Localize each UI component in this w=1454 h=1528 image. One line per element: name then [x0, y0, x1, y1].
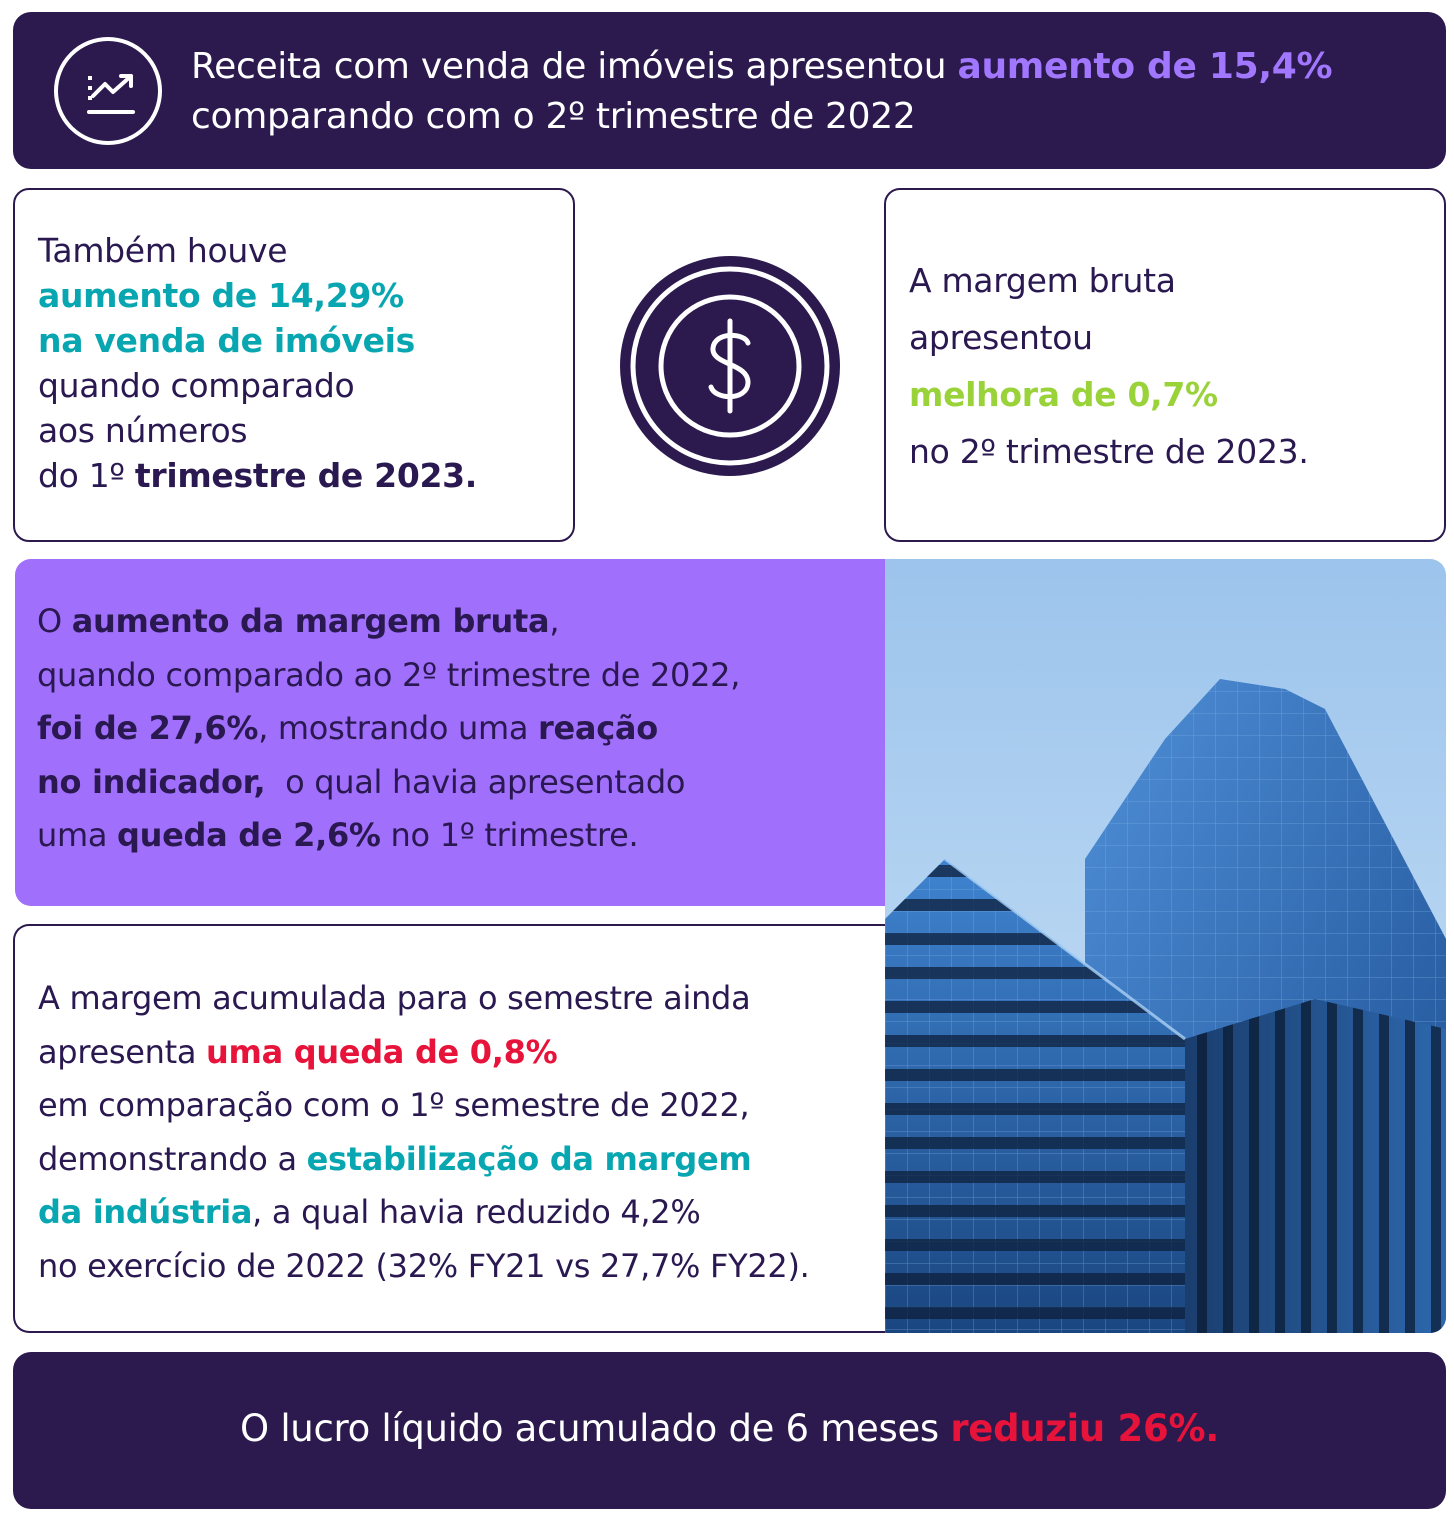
gross-margin-text: [909, 252, 1309, 480]
net-income-text: [13, 1404, 1446, 1454]
card-left-highlight2: na venda de imóveis: [38, 321, 416, 360]
top-banner-line1: Receita com venda de imóveis apresentou: [191, 46, 958, 87]
purple-l3-bold2: reação: [538, 709, 658, 747]
card-right-line1: A margem bruta: [909, 261, 1176, 300]
purple-l3-mid: , mostrando uma: [258, 709, 539, 747]
purple-l1-c: ,: [549, 602, 560, 640]
card-right-line4: no 2º trimestre de 2023.: [909, 432, 1309, 471]
top-banner-line2: comparando com o 2º trimestre de 2022: [191, 96, 916, 137]
margin-l5-teal: da indústria: [38, 1193, 253, 1231]
purple-l1-bold: aumento da margem bruta: [71, 602, 550, 640]
card-right-highlight: melhora de 0,7%: [909, 375, 1218, 414]
margin-l4-a: demonstrando a: [38, 1139, 307, 1178]
top-banner-text: [191, 42, 1411, 142]
card-left-highlight1: aumento de 14,29%: [38, 276, 404, 315]
margin-l4-teal: estabilização da margem: [306, 1139, 752, 1178]
card-left-line4: quando comparado: [38, 366, 355, 405]
card-left-line6-prefix: do 1º: [38, 456, 135, 495]
bottom-banner-highlight: reduziu 26%.: [950, 1407, 1219, 1450]
purple-l1-a: O: [37, 602, 72, 640]
sales-increase-card: [13, 188, 575, 542]
trend-chart-icon: [53, 36, 163, 146]
bottom-banner-text: O lucro líquido acumulado de 6 meses: [240, 1407, 951, 1450]
purple-l5-a: uma: [37, 816, 118, 854]
margin-increase-panel: [15, 559, 893, 906]
margin-increase-text: [37, 595, 740, 863]
margin-l5-rest: , a qual havia reduzido 4,2%: [252, 1193, 701, 1231]
top-banner-highlight: aumento de 15,4%: [957, 46, 1333, 87]
gross-margin-card: [884, 188, 1446, 542]
purple-l4-rest: o qual havia apresentado: [265, 762, 686, 801]
purple-l5-bold: queda de 2,6%: [117, 816, 381, 854]
margin-l2-red: uma queda de 0,8%: [206, 1032, 558, 1071]
card-left-line6-bold: trimestre de 2023.: [134, 456, 478, 495]
accumulated-margin-card: [13, 924, 903, 1333]
bottom-banner: [13, 1352, 1446, 1509]
card-left-line1: Também houve: [38, 231, 288, 270]
skyscraper-image: [885, 559, 1446, 1333]
sales-increase-text: [38, 228, 477, 498]
margin-l6: no exercício de 2022 (32% FY21 vs 27,7% FY22).: [38, 1246, 810, 1285]
dollar-coin-icon: [617, 253, 843, 479]
top-banner: [13, 12, 1446, 169]
purple-l3-bold: foi de 27,6%: [37, 709, 259, 747]
accumulated-margin-text: [38, 972, 810, 1293]
purple-l5-rest: no 1º trimestre.: [380, 816, 639, 854]
card-right-line2: apresentou: [909, 318, 1093, 357]
purple-l2: quando comparado ao 2º trimestre de 2022,: [37, 655, 741, 694]
margin-l2-a: apresenta: [38, 1032, 207, 1071]
card-left-line5: aos números: [38, 411, 248, 450]
purple-l4-bold: no indicador,: [37, 762, 266, 801]
margin-l3: em comparação com o 1º semestre de 2022,: [38, 1086, 750, 1124]
margin-l1: A margem acumulada para o semestre ainda: [38, 979, 751, 1017]
